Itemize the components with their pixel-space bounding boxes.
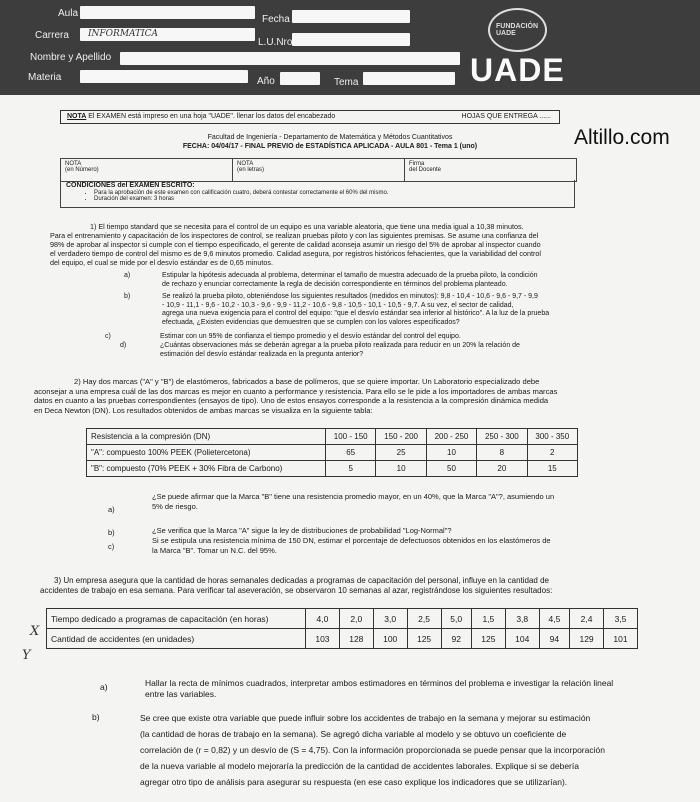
materia-field[interactable] [80, 70, 248, 83]
table-row: Tiempo dedicado a programas de capacitación (en horas) 4,0 2,0 3,0 2,5 5,0 1,5 3,8 4,5 2,4 3,5 [47, 609, 638, 629]
condition-item: • Para la aprobación de este examen con calificación cuatro, deberá contestar correctamente el 60% del mismo. [94, 190, 569, 196]
q3-b-label: b) [92, 712, 100, 722]
table-row: "A": compuesto 100% PEEK (Polietercetona) 65 25 10 8 2 [87, 445, 578, 461]
nota-bar [60, 110, 560, 124]
lu-field[interactable] [292, 33, 410, 46]
q1-b-text: Se realizó la prueba piloto, obteniéndose los siguientes resultados (medidos en minutos): 9,8 - 10,4 - 10,6 - 9,6 - 9,7 - 9,9 - 10,9 - 11,1 - 9,6 - 10,2 - 10,3 - 9,6 - 9,9 - 11,2 - 10,6 - 9,8 - 10,5 - 10,1 - 10,5 - 9,7. A su vez, el sector de calidad, agrega una nueva exigencia para el control del equipo: "que el desvío estándar sea inferior al histórico". A la luz de la prueba efectuada, ¿Existen evidencias que demuestren que se cumplen con los valores especificados? [162, 293, 550, 326]
q1-b-label: b) [124, 293, 131, 300]
conditions-title: CONDICIONES del EXAMEN ESCRITO: [66, 182, 195, 189]
exam-header [0, 0, 700, 95]
tema-label: Tema [334, 77, 359, 88]
ano-label: Año [257, 76, 275, 87]
q1-d-label: d) [120, 342, 127, 349]
q2-b-text: ¿Se verifica que la Marca "A" sigue la ley de distribuciones de probabilidad "Log-Normal"? [152, 526, 452, 535]
q1-statement: 1) El tiempo standard que se necesita para el control de un equipo es una variable aleatoria, que tiene una media igual a 10,38 minutos. Para el entrenamiento y capacitación de los inspectores de control, se realizan pruebas piloto y con las siguientes premisas. Se asume una confianza del 98% de aprobar al inspector si cumple con el tiempo especificado, el gerente de calidad aconseja asumir un riesgo del 5% de aprobar al inspector cuando el verdadero tiempo de control del mismo es de 9,6 minutos promedio. Calidad asegura, por registros históricos fehacientes, que la variabilidad del control del equipo, el cual se mide por el desvío estándar es de 0,65 minutos. [50, 222, 542, 267]
hojas-entrega: HOJAS QUE ENTREGA ...... [461, 113, 551, 120]
q3-table [46, 608, 638, 649]
course-line-1: Facultad de Ingeniería - Departamento de Matemática y Métodos Cuantitativos [207, 134, 453, 141]
table-header-row: Resistencia a la compresión (DN) 100 - 150 150 - 200 200 - 250 250 - 300 300 - 350 [87, 429, 578, 445]
ano-field[interactable] [280, 72, 320, 85]
nota-bar-bold: NOTA [67, 113, 87, 120]
carrera-label: Carrera [35, 30, 69, 41]
tema-field[interactable] [363, 72, 455, 85]
table-row: "B": compuesto (70% PEEK + 30% Fibra de Carbono) 5 10 50 20 15 [87, 461, 578, 477]
nombre-field[interactable] [120, 52, 460, 65]
fundacion-uade-seal: FUNDACIÓN UADE [488, 8, 547, 52]
condition-item: • Duración del examen: 3 horas [94, 196, 569, 202]
grade-letters-box[interactable]: NOTA (en letras) [233, 159, 405, 181]
carrera-field[interactable] [80, 28, 255, 41]
q1-c-label: c) [105, 333, 111, 340]
q1-d-text: ¿Cuántas observaciones más se deberán agregar a la prueba piloto realizada para reducir en un 20% la relación de estimación del desvío estándar realizada en la pregunta anterior? [160, 342, 520, 358]
fecha-label: Fecha [262, 14, 290, 25]
handwritten-y-mark: Y [22, 648, 31, 663]
q2-c-text: Si se estipula una resistencia mínima de 150 DN, estimar el porcentaje de defectuosos obtenidos en los elastómeros de la Marca "B". Tomar un N.C. del 95%. [152, 536, 551, 555]
watermark: Altillo.com [574, 126, 670, 149]
q3-a-text: Hallar la recta de mínimos cuadrados, interpretar ambos estimadores en términos del problema e investigar la relación lineal entre las variables. [145, 678, 614, 699]
q2-table [86, 428, 578, 477]
aula-field[interactable] [80, 6, 255, 19]
lu-label: L.U.Nro [258, 37, 293, 48]
exam-conditions [60, 180, 575, 208]
course-line-2: FECHA: 04/04/17 - FINAL PREVIO de ESTADÍSTICA APLICADA - AULA 801 - Tema 1 (uno) [182, 143, 478, 150]
grade-boxes [60, 158, 577, 182]
table-row: Cantidad de accidentes (en unidades) 103 128 100 125 92 125 104 94 129 101 [47, 629, 638, 649]
nota-bar-text: El EXAMEN está impreso en una hoja "UADE". llenar los datos del encabezado [88, 113, 336, 120]
q1-a-text: Estipular la hipótesis adecuada al problema, determinar el tamaño de muestra adecuado de la prueba piloto, la condición de rechazo y enunciar correctamente la regla de decisión correspondiente en términos del problema planteado. [162, 272, 538, 288]
materia-label: Materia [28, 72, 62, 83]
q2-b-label: b) [108, 528, 115, 537]
q2-a-text: ¿Se puede afirmar que la Marca "B" tiene una resistencia promedio mayor, en un 40%, que la Marca "A"?, asumiendo un 5% de riesgo. [152, 492, 555, 511]
signature-box[interactable]: Firma del Docente [409, 161, 442, 173]
carrera-value: INFORMATICA [88, 29, 158, 39]
q2-a-label: a) [108, 505, 115, 514]
q2-statement: 2) Hay dos marcas ("A" y "B") de elastómeros, fabricados a base de polímeros, que se quiere importar. Un Laboratorio especializado debe aconsejar a una empresa cuál de las dos marcas es mejor en cuanto a performance y resistencia. Para ello se le pide a los importadores de ambas marcas datos en cuanto a las pruebas correspondientes (ensayos de tipo). Uno de estos ensayos corresponde a la resistencia a la compresión dinámica medida en Deca Newton (DN). Los resultados obtenidos de ambas marcas se visualiza en la siguiente tabla: [34, 377, 558, 415]
uade-logo: UADE [470, 52, 565, 88]
grade-number-box[interactable]: NOTA (en Número) [61, 159, 233, 181]
q2-c-label: c) [108, 542, 115, 551]
handwritten-x-mark: X [30, 624, 40, 639]
q3-a-label: a) [100, 682, 108, 692]
q1-a-label: a) [124, 272, 131, 279]
q3-b-text: Se cree que existe otra variable que puede influir sobre los accidentes de trabajo en la semana y mejorar su estimación (la cantidad de horas de trabajo en la semana). Se agregó dicha variable al modelo y se obtuvo un coeficiente de correlación de (r = 0,82) y un desvío de (S = 4,75). Con la información proporcionada se puede pensar que la incorporación de la nueva variable al modelo mejoraría la predicción de la cantidad de accidentes laborales. Explique si se debería agregar otro tipo de análisis para asegurar su respuesta (en ese caso explique los indicadores que se utilizarían). [140, 713, 605, 787]
nombre-label: Nombre y Apellido [30, 52, 112, 63]
fecha-field[interactable] [292, 10, 410, 23]
q3-statement: 3) Un empresa asegura que la cantidad de horas semanales dedicadas a programas de capacitación del personal, influye en la cantidad de accidentes de trabajo en esa semana. Para verificar tal aseveración, se observaron 10 semanas al azar, registrándose los siguientes resultados: [40, 576, 553, 595]
q1-c-text: Estimar con un 95% de confianza el tiempo promedio y el desvío estándar del control del equipo. [160, 333, 461, 340]
aula-label: Aula [58, 8, 79, 19]
